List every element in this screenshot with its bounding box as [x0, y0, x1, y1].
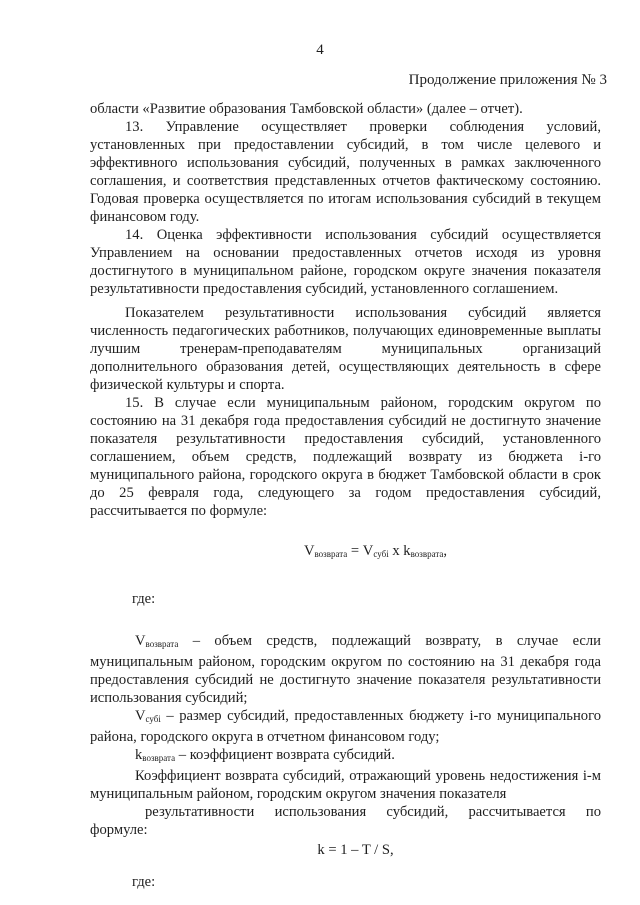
formula-v2-sub: субi — [373, 549, 389, 559]
formula-end: , — [443, 543, 448, 559]
def3-symbol: k — [135, 747, 143, 763]
formula-k-sub: возврата — [410, 549, 444, 559]
formula-v-sub: возврата — [314, 549, 348, 559]
def1-symbol: V — [135, 633, 146, 649]
coef-paragraph: Коэффициент возврата субсидий, отражающий уровень недостижения i-м муниципальным районом, городским округом значения показателя — [90, 768, 601, 802]
definition-k-return — [90, 746, 601, 767]
paragraph-14: 14. Оценка эффективности использования субсидий осуществляется Управлением на основании предоставленных отчетов исходя из уровня достигнутого в муниципальном районе, городском округе значения показателя результативности предоставления субсидий, установленного соглашением. — [90, 227, 601, 297]
where-label-1: где: — [132, 591, 156, 607]
formula-v: V — [303, 543, 315, 559]
formula-eq: = V — [347, 543, 374, 559]
def2-text: – размер субсидий, предоставленных бюджету i-го муниципального района, городского округа в отчетном финансовом году; — [90, 708, 601, 745]
paragraph-15: 15. В случае если муниципальным районом, городским округом по состоянию на 31 декабря года предоставления субсидий не достигнуто значение показателя результативности предоставления субсидий, установленного соглашением, объем средств, подлежащий возврату из бюджета i-го муниципального района, городского округа в бюджет Тамбовской области в срок до 25 февраля года, следующего за годом предоставления субсидий, рассчитывается по формуле: — [90, 395, 601, 519]
def1-text: – объем средств, подлежащий возврату, в случае если муниципальным районом, городским округом по состоянию на 31 декабря года предоставления субсидий не достигнуто значение показателя результативности использования субсидий; — [90, 633, 601, 706]
page-number: 4 — [316, 42, 324, 58]
coef-line-2: результативности использования субсидий, рассчитывается по — [145, 804, 601, 820]
formula-coefficient: k = 1 – T / S, — [317, 842, 394, 858]
where-label-2: где: — [132, 874, 156, 890]
definition-v-return — [90, 632, 601, 707]
def1-sub: возврата — [145, 639, 179, 649]
formula-return-volume — [90, 542, 601, 563]
appendix-heading: Продолжение приложения № 3 — [408, 72, 607, 88]
document-body — [90, 100, 601, 891]
def2-sub: субi — [145, 714, 161, 724]
def2-symbol: V — [135, 708, 146, 724]
def3-text: – коэффициент возврата субсидий. — [175, 747, 395, 763]
definitions — [90, 632, 601, 767]
coef-line-3: формуле: — [90, 822, 148, 838]
paragraph-continuation: области «Развитие образования Тамбовской области» (далее – отчет). — [90, 101, 523, 117]
paragraph-13: 13. Управление осуществляет проверки соблюдения условий, установленных при предоставлении субсидий, в том числе целевого и эффективного использования субсидий, полученных в рамках заключенного соглашения, и соответствия представленных отчетов фактическому состоянию. Годовая проверка осуществляется по итогам использования субсидий в текущем финансовом году. — [90, 119, 601, 225]
def3-sub: возврата — [142, 753, 176, 763]
definition-v-subsidy — [90, 707, 601, 746]
formula-times: x k — [388, 543, 411, 559]
paragraph-indicator: Показателем результативности использования субсидий является численность педагогических работников, получающих единовременные выплаты лучшим тренерам-преподавателям муниципальных организаций дополнительного образования детей, осуществляющих деятельность в сфере физической культуры и спорта. — [90, 305, 601, 393]
